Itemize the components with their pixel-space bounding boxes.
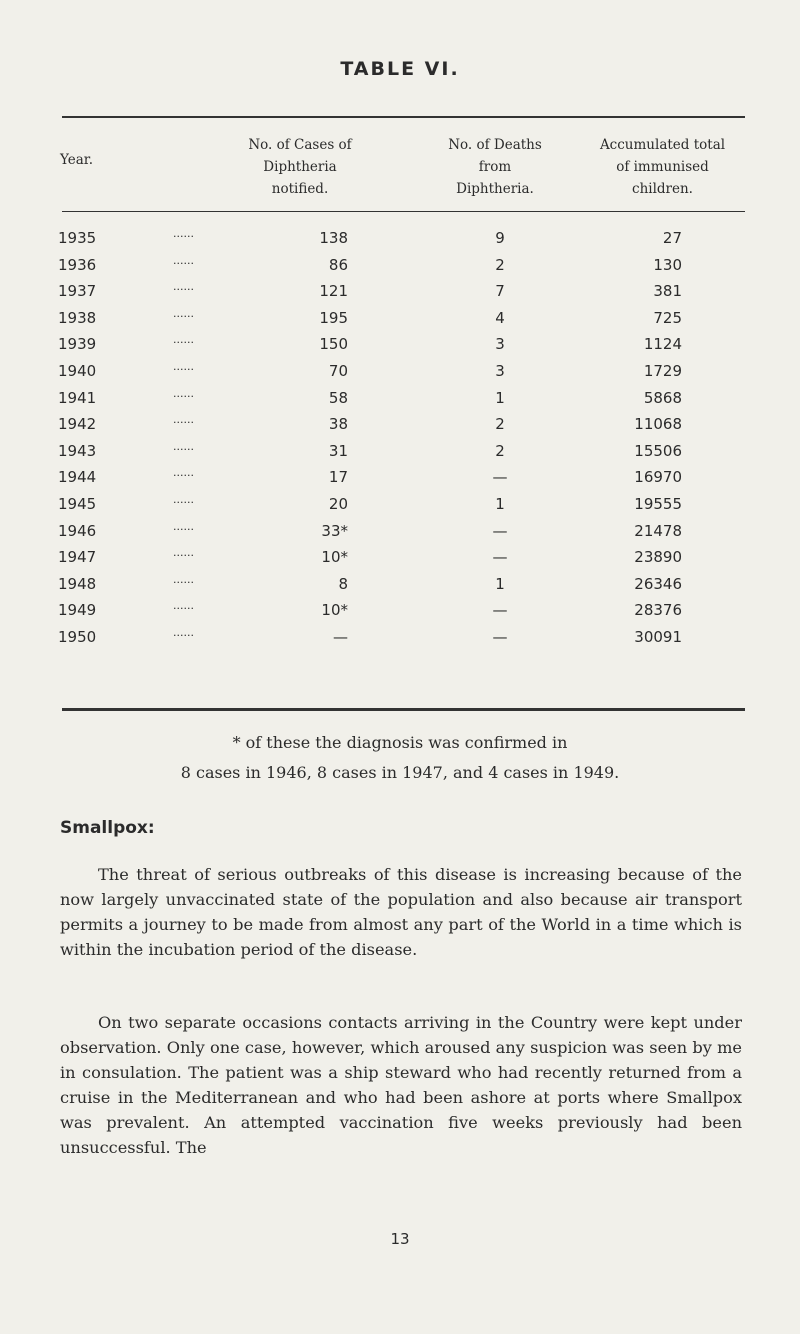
page-number: 13 (390, 1230, 410, 1248)
immunised-cell: 23890 (634, 548, 682, 567)
cases-cell: 58 (328, 388, 348, 407)
cases-cell: — (333, 627, 348, 646)
year-cell: 1938 (58, 308, 97, 327)
cases-cell: 33* (321, 521, 348, 540)
leader-dots: ...... (173, 492, 194, 506)
table-row (0, 253, 800, 280)
leader-dots: ...... (173, 227, 194, 240)
footnote-line-2: 8 cases in 1946, 8 cases in 1947, and 4 cases in 1949. (180, 763, 620, 782)
deaths-cell: 4 (495, 308, 505, 327)
immunised-cell: 1124 (643, 335, 682, 354)
cases-cell: 10* (321, 548, 348, 567)
year-cell: 1944 (58, 468, 97, 487)
table-row (0, 439, 800, 466)
table-row (0, 306, 800, 333)
cases-cell: 10* (321, 601, 348, 620)
leader-dots: ...... (173, 253, 194, 267)
table-row (0, 625, 800, 652)
leader-dots: ...... (173, 333, 194, 347)
table-row (0, 386, 800, 413)
deaths-cell: — (492, 468, 508, 487)
header-cases-line-2: Diphtheria (263, 159, 337, 175)
deaths-cell: 2 (495, 255, 505, 274)
year-cell: 1945 (58, 494, 97, 513)
immunised-cell: 381 (653, 282, 682, 301)
table-row (0, 492, 800, 519)
leader-dots: ...... (173, 306, 194, 320)
leader-dots: ...... (173, 572, 194, 586)
immunised-cell: 15506 (634, 441, 682, 460)
header-immunised-line-2: of immunised (616, 159, 709, 175)
cases-cell: 31 (328, 441, 348, 460)
year-cell: 1950 (58, 627, 97, 646)
cases-cell: 70 (328, 361, 348, 380)
header-year: Year. (60, 152, 94, 168)
immunised-cell: 26346 (634, 574, 682, 593)
table-header-rule (62, 211, 745, 212)
cases-cell: 8 (338, 574, 348, 593)
deaths-cell: 1 (495, 494, 505, 513)
immunised-cell: 5868 (643, 388, 682, 407)
cases-cell: 17 (328, 468, 348, 487)
immunised-cell: 130 (653, 255, 682, 274)
immunised-cell: 21478 (634, 521, 682, 540)
paragraph: The threat of serious outbreaks of this disease is increasing because of the now largely unvaccinated state of the population and also because air transport permits a journey to be made from almost any part of the World in a time which is within the incubation period of the disease. (60, 865, 742, 959)
leader-dots: ...... (173, 466, 194, 480)
header-cases-line-3: notified. (271, 181, 329, 197)
year-cell: 1937 (58, 282, 97, 301)
table-row (0, 359, 800, 386)
immunised-cell: 16970 (634, 468, 682, 487)
header-cases (230, 134, 370, 200)
cases-cell: 138 (319, 229, 348, 247)
table-bottom-rule (62, 708, 745, 711)
table-row (0, 279, 800, 306)
leader-dots: ...... (173, 359, 194, 373)
year-cell: 1935 (58, 229, 97, 247)
leader-dots: ...... (173, 546, 194, 560)
table-row (0, 572, 800, 599)
year-cell: 1943 (58, 441, 97, 460)
deaths-cell: — (492, 548, 508, 567)
leader-dots: ...... (173, 519, 194, 533)
cases-cell: 195 (319, 308, 348, 327)
table-row (0, 545, 800, 572)
table-row (0, 226, 800, 253)
deaths-cell: — (492, 601, 508, 620)
year-cell: 1949 (58, 601, 97, 620)
immunised-cell: 1729 (643, 361, 682, 380)
deaths-cell: 9 (495, 229, 505, 247)
immunised-cell: 11068 (634, 415, 682, 434)
leader-dots: ...... (173, 599, 194, 613)
table-row (0, 598, 800, 625)
year-cell: 1939 (58, 335, 97, 354)
header-deaths-line-2: from (478, 159, 512, 175)
deaths-cell: — (492, 521, 508, 540)
deaths-cell: 2 (495, 441, 505, 460)
table-footnote (0, 728, 800, 788)
leader-dots: ...... (173, 386, 194, 400)
deaths-cell: 3 (495, 335, 505, 354)
header-cases-line-1: No. of Cases of (248, 137, 352, 153)
header-deaths-line-1: No. of Deaths (448, 137, 542, 153)
header-immunised (560, 134, 765, 200)
year-cell: 1936 (58, 255, 97, 274)
immunised-cell: 30091 (634, 627, 682, 646)
table-row (0, 332, 800, 359)
immunised-cell: 19555 (634, 494, 682, 513)
year-cell: 1946 (58, 521, 97, 540)
year-cell: 1947 (58, 548, 97, 567)
table-row (0, 519, 800, 546)
table-top-rule (62, 116, 745, 118)
header-deaths-line-3: Diphtheria. (456, 181, 534, 197)
footnote-line-1: * of these the diagnosis was confirmed in (232, 733, 568, 752)
deaths-cell: 1 (495, 388, 505, 407)
section-heading: Smallpox: (60, 818, 155, 838)
cases-cell: 121 (319, 282, 348, 301)
immunised-cell: 725 (653, 308, 682, 327)
deaths-cell: 1 (495, 574, 505, 593)
table-row (0, 465, 800, 492)
cases-cell: 20 (328, 494, 348, 513)
leader-dots: ...... (173, 625, 194, 639)
deaths-cell: — (492, 627, 508, 646)
year-cell: 1948 (58, 574, 97, 593)
cases-cell: 38 (328, 415, 348, 434)
page-title: TABLE VI. (340, 58, 460, 80)
deaths-cell: 3 (495, 361, 505, 380)
leader-dots: ...... (173, 439, 194, 453)
deaths-cell: 7 (495, 282, 505, 301)
year-cell: 1942 (58, 415, 97, 434)
table-row (0, 412, 800, 439)
leader-dots: ...... (173, 280, 194, 294)
immunised-cell: 27 (662, 229, 682, 247)
header-deaths (430, 134, 560, 200)
leader-dots: ...... (173, 413, 194, 427)
header-immunised-line-3: children. (632, 181, 693, 197)
paragraph: On two separate occasions contacts arriving in the Country were kept under observation. Only one case, however, which aroused any suspicion was seen by me in consulation. The patient was a ship steward who had recently returned from a cruise in the Mediterranean and who had been ashore at ports where Smallpox was prevalent. An attempted vaccination five weeks previously had been unsuccessful. The (60, 1013, 742, 1157)
table-body (0, 226, 800, 652)
header-immunised-line-1: Accumulated total (599, 137, 726, 153)
year-cell: 1941 (58, 388, 97, 407)
immunised-cell: 28376 (634, 601, 682, 620)
deaths-cell: 2 (495, 415, 505, 434)
cases-cell: 150 (319, 335, 348, 354)
year-cell: 1940 (58, 361, 97, 380)
cases-cell: 86 (328, 255, 348, 274)
